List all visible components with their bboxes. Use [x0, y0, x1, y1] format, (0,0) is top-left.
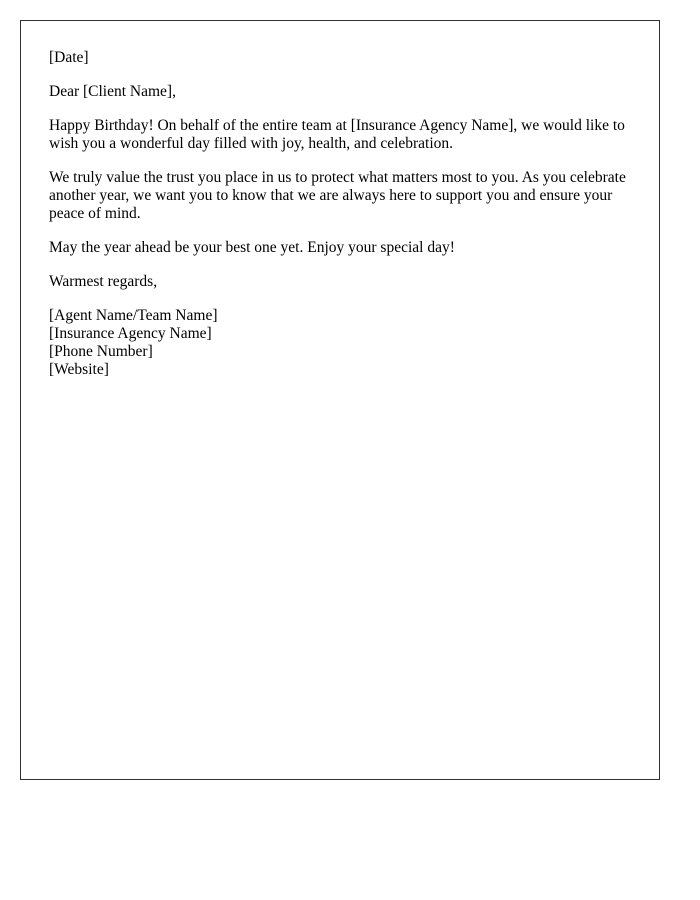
- letter-paragraph: Happy Birthday! On behalf of the entire team at [Insurance Agency Name], we would like to wish you a wonderful day filled with joy, health, and celebration.: [49, 117, 625, 152]
- letter-salutation: Dear [Client Name],: [49, 83, 176, 100]
- signature-block: [49, 307, 631, 379]
- signature-line: [Agent Name/Team Name]: [49, 307, 218, 324]
- letter-closing: Warmest regards,: [49, 273, 158, 290]
- signature-line: [Insurance Agency Name]: [49, 325, 212, 342]
- letter-date: [Date]: [49, 49, 89, 66]
- letter-page: [20, 20, 660, 780]
- signature-line: [Website]: [49, 361, 109, 378]
- letter-paragraph: May the year ahead be your best one yet. Enjoy your special day!: [49, 239, 455, 256]
- letter-paragraph: We truly value the trust you place in us to protect what matters most to you. As you celebrate another year, we want you to know that we are always here to support you and ensure your peace of mind.: [49, 169, 626, 222]
- signature-line: [Phone Number]: [49, 343, 153, 360]
